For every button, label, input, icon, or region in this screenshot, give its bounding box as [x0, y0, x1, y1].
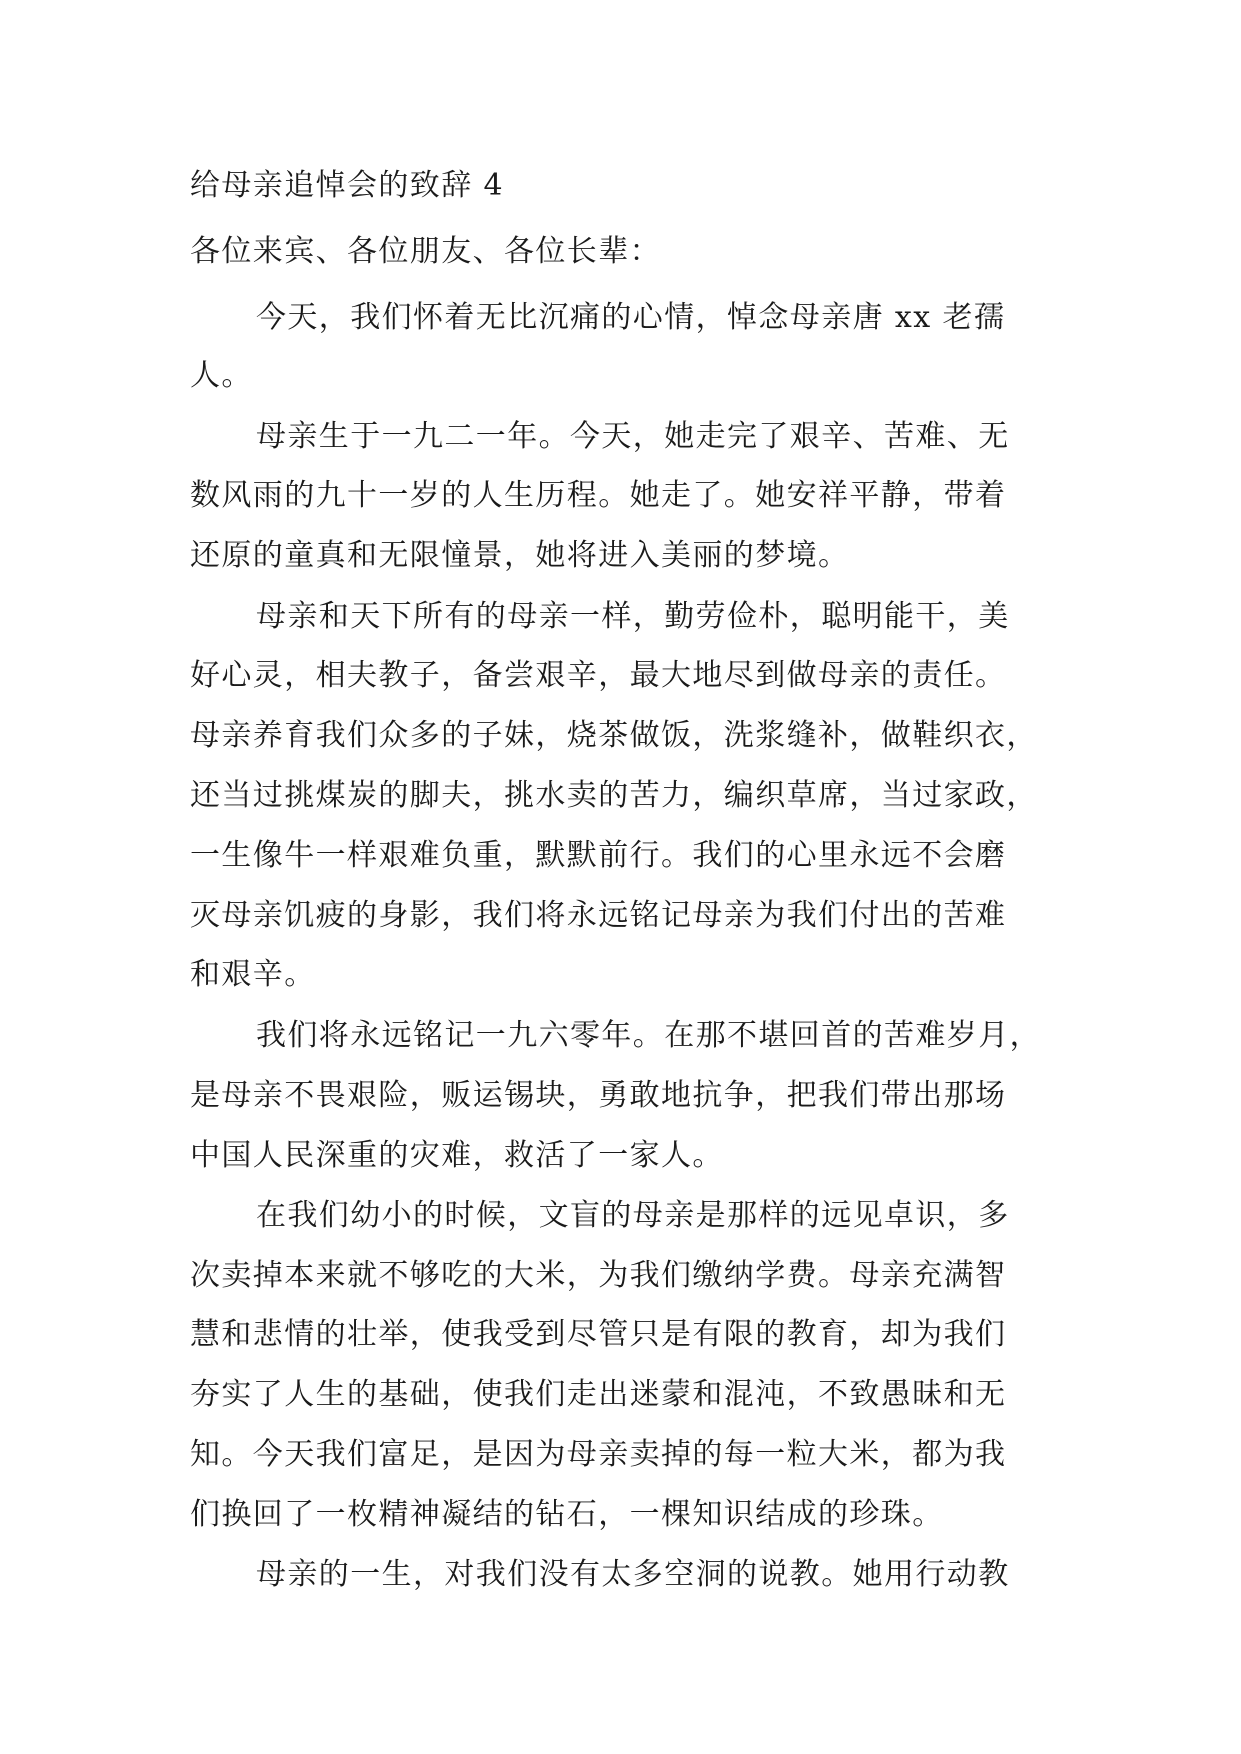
text-line: 知。今天我们富足，是因为母亲卖掉的每一粒大米，都为我 — [190, 1437, 1007, 1472]
text-line: 还当过挑煤炭的脚夫，挑水卖的苦力，编织草席，当过家政， — [190, 778, 1038, 813]
document-title: 给母亲追悼会的致辞 4 — [190, 168, 505, 203]
text-line: 我们将永远铭记一九六零年。在那不堪回首的苦难岁月， — [256, 1018, 1041, 1053]
text-line: 母亲生于一九二一年。今天，她走完了艰辛、苦难、无 — [256, 419, 1010, 454]
text-line: 慧和悲情的壮举，使我受到尽管只是有限的教育，却为我们 — [190, 1317, 1007, 1352]
text-line: 母亲养育我们众多的子妹，烧茶做饭，洗浆缝补，做鞋织衣， — [190, 718, 1038, 753]
text-line: 中国人民深重的灾难，救活了一家人。 — [190, 1138, 724, 1173]
text-line: 母亲和天下所有的母亲一样，勤劳俭朴，聪明能干，美 — [256, 599, 1010, 634]
text-line: 数风雨的九十一岁的人生历程。她走了。她安祥平静，带着 — [190, 478, 1007, 513]
text-line: 好心灵，相夫教子，备尝艰辛，最大地尽到做母亲的责任。 — [190, 658, 1007, 693]
text-line: 还原的童真和无限憧景，她将进入美丽的梦境。 — [190, 538, 850, 573]
text-line: 今天，我们怀着无比沉痛的心情，悼念母亲唐 xx 老孺 — [256, 300, 1006, 335]
text-line: 们换回了一枚精神凝结的钻石，一棵知识结成的珍珠。 — [190, 1497, 944, 1532]
text-line: 在我们幼小的时候，文盲的母亲是那样的远见卓识，多 — [256, 1198, 1010, 1233]
text-line: 一生像牛一样艰难负重，默默前行。我们的心里永远不会磨 — [190, 838, 1007, 873]
text-line: 次卖掉本来就不够吃的大米，为我们缴纳学费。母亲充满智 — [190, 1258, 1007, 1293]
text-line: 和艰辛。 — [190, 957, 316, 992]
text-line: 夯实了人生的基础，使我们走出迷蒙和混沌，不致愚昧和无 — [190, 1377, 1007, 1412]
salutation: 各位来宾、各位朋友、各位长辈： — [190, 234, 661, 269]
text-line: 是母亲不畏艰险，贩运锡块，勇敢地抗争，把我们带出那场 — [190, 1078, 1007, 1113]
text-line: 灭母亲饥疲的身影，我们将永远铭记母亲为我们付出的苦难 — [190, 898, 1007, 933]
text-line: 人。 — [190, 358, 253, 393]
text-line: 母亲的一生，对我们没有太多空洞的说教。她用行动教 — [256, 1557, 1010, 1592]
